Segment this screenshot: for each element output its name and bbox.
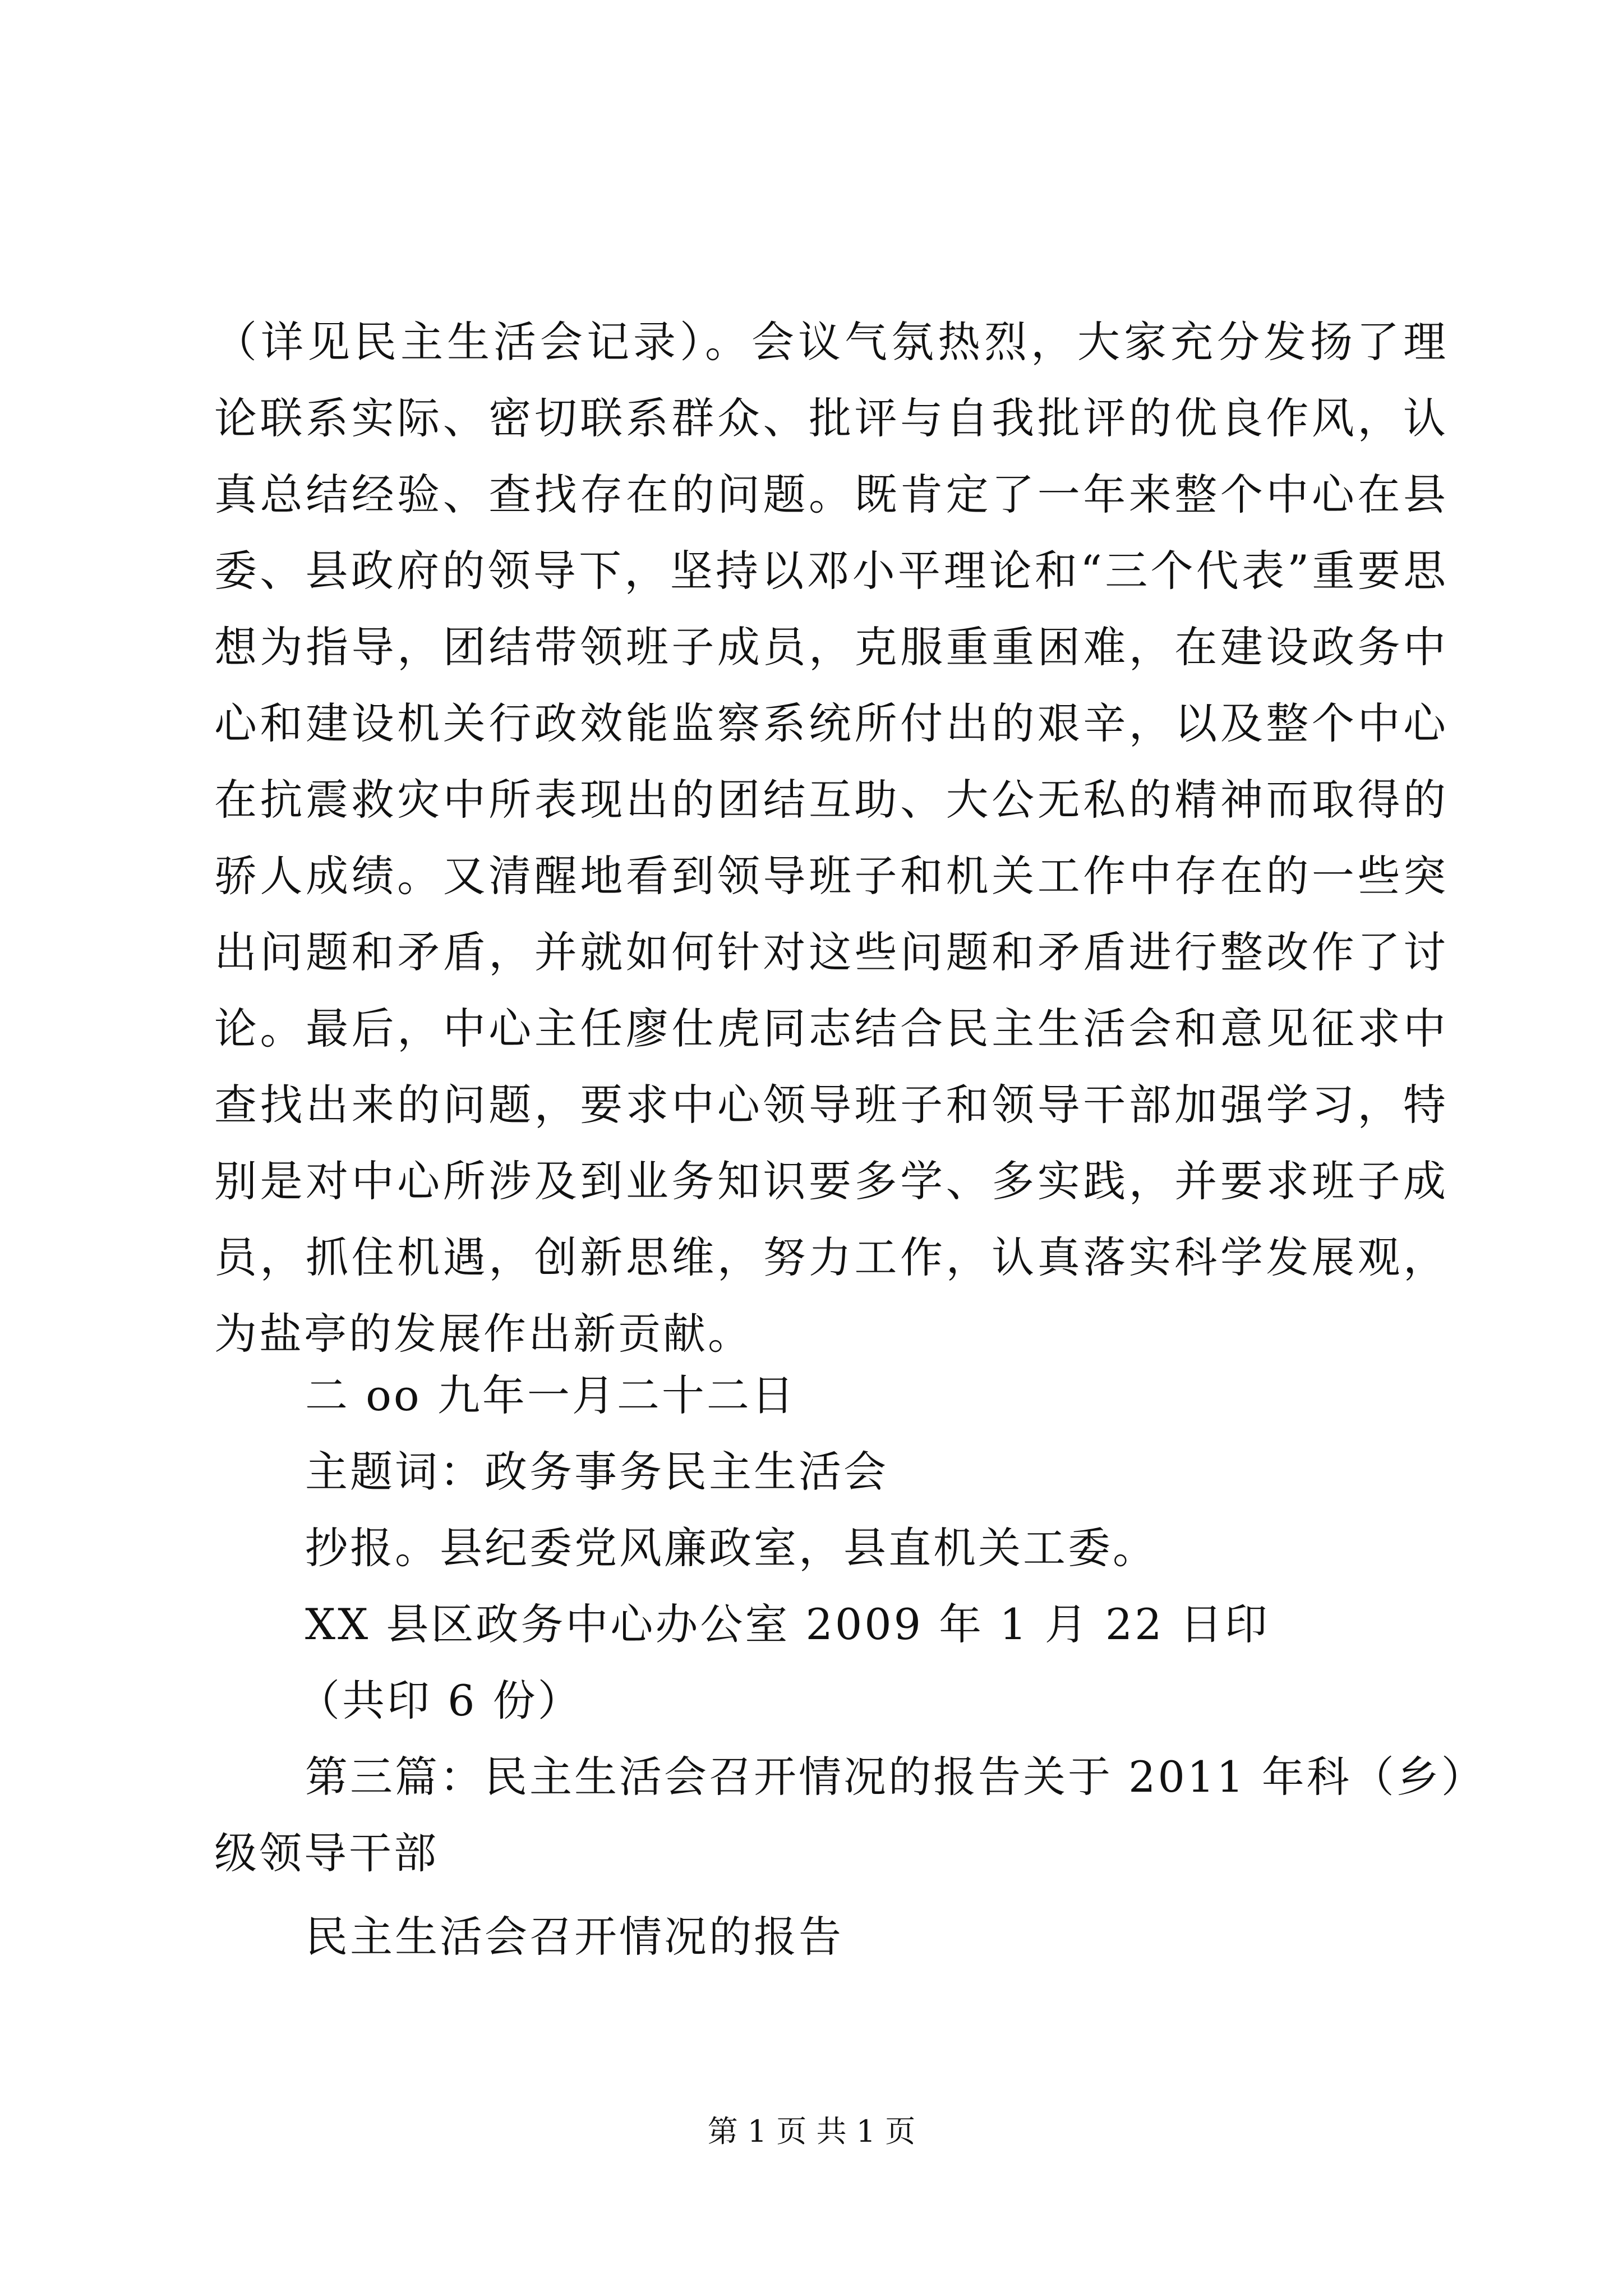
keywords-line: 主题词：政务事务民主生活会	[305, 1447, 888, 1497]
cc-line: 抄报。县纪委党风廉政室，县直机关工委。	[305, 1523, 1158, 1573]
section-title-line-1: 第三篇：民主生活会召开情况的报告关于 2011 年科（乡）	[305, 1752, 1486, 1802]
printed-by-line: XX 县区政务中心办公室 2009 年 1 月 22 日印	[305, 1599, 1270, 1649]
page-footer: 第 1 页 共 1 页	[707, 2114, 916, 2149]
date-line: 二 oo 九年一月二十二日	[305, 1370, 796, 1420]
body-paragraph: （详见民主生活会记录）。会议气氛热烈，大家充分发扬了理论联系实际、密切联系群众、批评与自我批评的优良作风，认真总结经验、查找存在的问题。既肯定了一年来整个中心在县委、县政府的领导下，坚持以邓小平理论和“三个代表”重要思想为指导，团结带领班子成员，克服重重困难，在建设政务中心和建设机关行政效能监察系统所付出的艰辛，以及整个中心在抗震救灾中所表现出的团结互助、大公无私的精神而取得的骄人成绩。又清醒地看到领导班子和机关工作中存在的一些突出问题和矛盾，并就如何针对这些问题和矛盾进行整改作了讨论。最后，中心主任廖仕虎同志结合民主生活会和意见征求中查找出来的问题，要求中心领导班子和领导干部加强学习，特别是对中心所涉及到业务知识要多学、多实践，并要求班子成员，抓住机遇，创新思维，努力工作，认真落实科学发展观，为盐亭的发展作出新贡献。	[214, 317, 1448, 1359]
subtitle-line: 民主生活会召开情况的报告	[305, 1912, 843, 1962]
copies-line: （共印 6 份）	[297, 1676, 583, 1726]
section-title-line-2: 级领导干部	[214, 1828, 439, 1878]
